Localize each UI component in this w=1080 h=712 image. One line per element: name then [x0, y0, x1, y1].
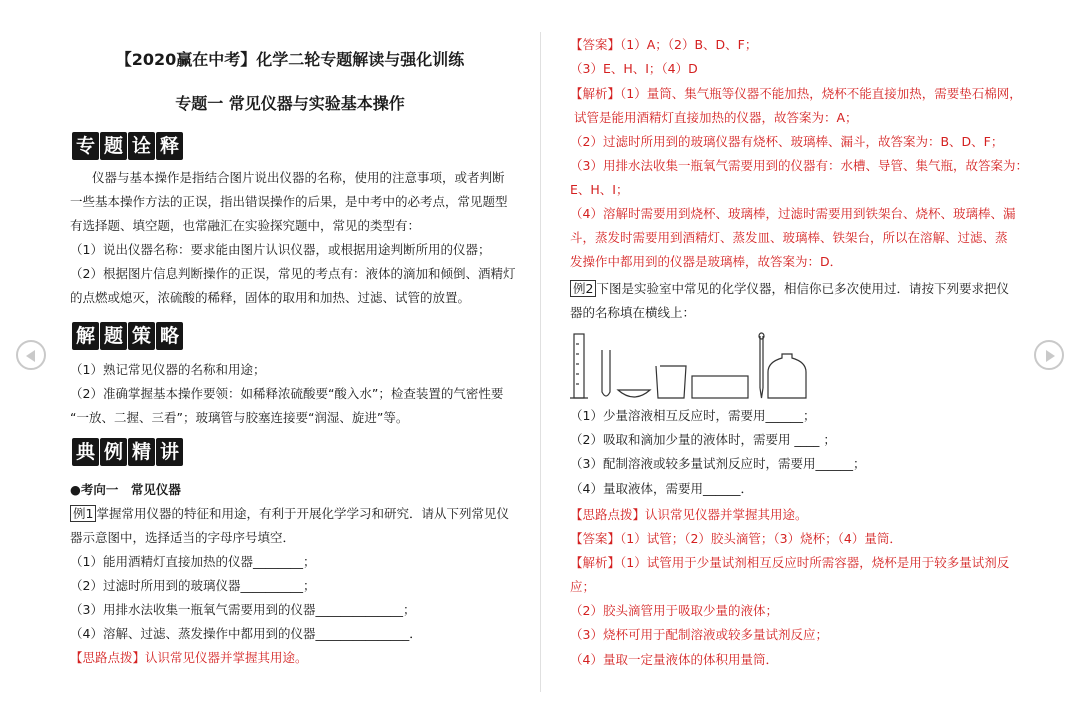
banner-char: 题 [100, 132, 127, 160]
banner-char: 题 [100, 322, 127, 350]
analysis-line: 【解析】（1）量筒、集气瓶等仪器不能加热，烧杯不能直接加热，需要垫石棉网， [570, 86, 1022, 101]
next-page-button[interactable] [1034, 340, 1064, 370]
example-1-line [70, 502, 509, 526]
banner-char: 讲 [156, 438, 183, 466]
prev-page-button[interactable] [16, 340, 46, 370]
trough-icon [692, 376, 748, 398]
section-banner-solving-strategy [72, 322, 183, 350]
question-item: （1）少量溶液相互反应时，需要用______； [570, 408, 816, 423]
section-banner-typical-examples [72, 438, 183, 466]
intro-line: 有选择题、填空题，也常融汇在实验探究题中，常见的类型有： [70, 218, 421, 233]
exam-direction-heading: ●考向一 常见仪器 [70, 482, 181, 497]
intro-line: 仪器与基本操作是指结合图片说出仪器的名称，使用的注意事项，或者判断 [92, 170, 505, 185]
analysis-line: E、H、I； [570, 182, 629, 197]
graduated-cylinder-icon [570, 334, 588, 398]
banner-char: 例 [100, 438, 127, 466]
banner-char: 策 [128, 322, 155, 350]
strategy-line: （2）准确掌握基本操作要领：如稀释浓硫酸要“酸入水”；检查装置的气密性要 [70, 386, 504, 401]
example-2-text: 下图是实验室中常见的化学仪器，相信你已多次使用过．请按下列要求把仪 [596, 281, 1009, 296]
strategy-line: “一放、二握、三看”；玻璃管与胶塞连接要“润湿、旋进”等。 [70, 410, 409, 425]
lab-apparatus-illustration [570, 332, 815, 402]
test-tube-icon [602, 350, 610, 396]
question-item: （3）用排水法收集一瓶氧气需要用到的仪器______________； [70, 602, 416, 617]
analysis-line: 【解析】（1）试管用于少量试剂相互反应时所需容器，烧杯是用于较多量试剂反 [570, 555, 1010, 570]
evaporating-dish-icon [618, 390, 650, 397]
intro-line: 的点燃或熄灭，浓硫酸的稀释，固体的取用和加热、过滤、试管的放置。 [70, 290, 471, 305]
analysis-line: （4）量取一定量液体的体积用量筒． [570, 652, 778, 667]
example-2-line-2: 器的名称填在横线上： [570, 305, 696, 320]
answer-line: 【答案】（1）A；（2）B、D、F； [570, 37, 758, 52]
section-banner-topic-explanation [72, 132, 183, 160]
banner-char: 解 [72, 322, 99, 350]
banner-char: 释 [156, 132, 183, 160]
chevron-right-icon [1046, 350, 1055, 362]
gas-collecting-bottle-icon [768, 354, 806, 398]
banner-char: 精 [128, 438, 155, 466]
analysis-line: （3）烧杯可用于配制溶液或较多量试剂反应； [570, 627, 828, 642]
intro-line: 一些基本操作方法的正误，指出错误操作的后果，是中考中的必考点，常见题型 [70, 194, 508, 209]
chevron-left-icon [26, 350, 35, 362]
banner-char: 专 [72, 132, 99, 160]
intro-line: （1）说出仪器名称：要求能由图片认识仪器，或根据用途判断所用的仪器； [70, 242, 491, 257]
analysis-line: 试管是能用酒精灯直接加热的仪器，故答案为：A； [574, 110, 858, 125]
analysis-line: （4）溶解时需要用到烧杯、玻璃棒，过滤时需要用到铁架台、烧杯、玻璃棒、漏 [570, 206, 1016, 221]
intro-line: （2）根据图片信息判断操作的正误，常见的考点有：液体的滴加和倾倒、酒精灯 [70, 266, 516, 281]
example-2-line [570, 277, 1009, 301]
document-title: 【2020赢在中考】化学二轮专题解读与强化训练 [115, 50, 465, 69]
example-1-text: 掌握常用仪器的特征和用途，有利于开展化学学习和研究．请从下列常见仪 [96, 506, 509, 521]
question-item: （1）能用酒精灯直接加热的仪器________； [70, 554, 316, 569]
page-divider [540, 32, 541, 692]
answer-line: （3）E、H、I；（4）D [570, 61, 698, 76]
beaker-icon [656, 366, 686, 398]
analysis-line: 应； [570, 579, 596, 594]
analysis-line: 斗，蒸发时需要用到酒精灯、蒸发皿、玻璃棒、铁架台，所以在溶解、过滤、蒸 [570, 230, 1008, 245]
question-item: （4）溶解、过滤、蒸发操作中都用到的仪器_______________． [70, 626, 422, 641]
question-item: （4）量取液体，需要用______． [570, 481, 753, 496]
hint-line: 【思路点拨】认识常见仪器并掌握其用途。 [70, 650, 308, 665]
analysis-line: （2）过滤时所用到的玻璃仪器有烧杯、玻璃棒、漏斗，故答案为：B、D、F； [570, 134, 1004, 149]
answer-line: 【答案】（1）试管；（2）胶头滴管；（3）烧杯；（4）量筒． [570, 531, 902, 546]
analysis-line: 发操作中都用到的仪器是玻璃棒，故答案为：D． [570, 254, 843, 269]
question-item: （3）配制溶液或较多量试剂反应时，需要用______； [570, 456, 866, 471]
analysis-line: （3）用排水法收集一瓶氧气需要用到的仪器有：水槽、导管、集气瓶，故答案为： [570, 158, 1028, 173]
example-2-tag: 例2 [570, 280, 596, 297]
dropper-icon [759, 333, 764, 398]
question-item: （2）吸取和滴加少量的液体时，需要用 ____ ； [570, 432, 836, 447]
analysis-line: （2）胶头滴管用于吸取少量的液体； [570, 603, 778, 618]
document-subtitle: 专题一 常见仪器与实验基本操作 [175, 94, 405, 113]
banner-char: 诠 [128, 132, 155, 160]
example-1-tag: 例1 [70, 505, 96, 522]
banner-char: 典 [72, 438, 99, 466]
strategy-line: （1）熟记常见仪器的名称和用途； [70, 362, 266, 377]
question-item: （2）过滤时所用到的玻璃仪器__________； [70, 578, 316, 593]
hint-line: 【思路点拨】认识常见仪器并掌握其用途。 [570, 507, 808, 522]
example-1-line-2: 器示意图中，选择适当的字母序号填空． [70, 530, 296, 545]
banner-char: 略 [156, 322, 183, 350]
